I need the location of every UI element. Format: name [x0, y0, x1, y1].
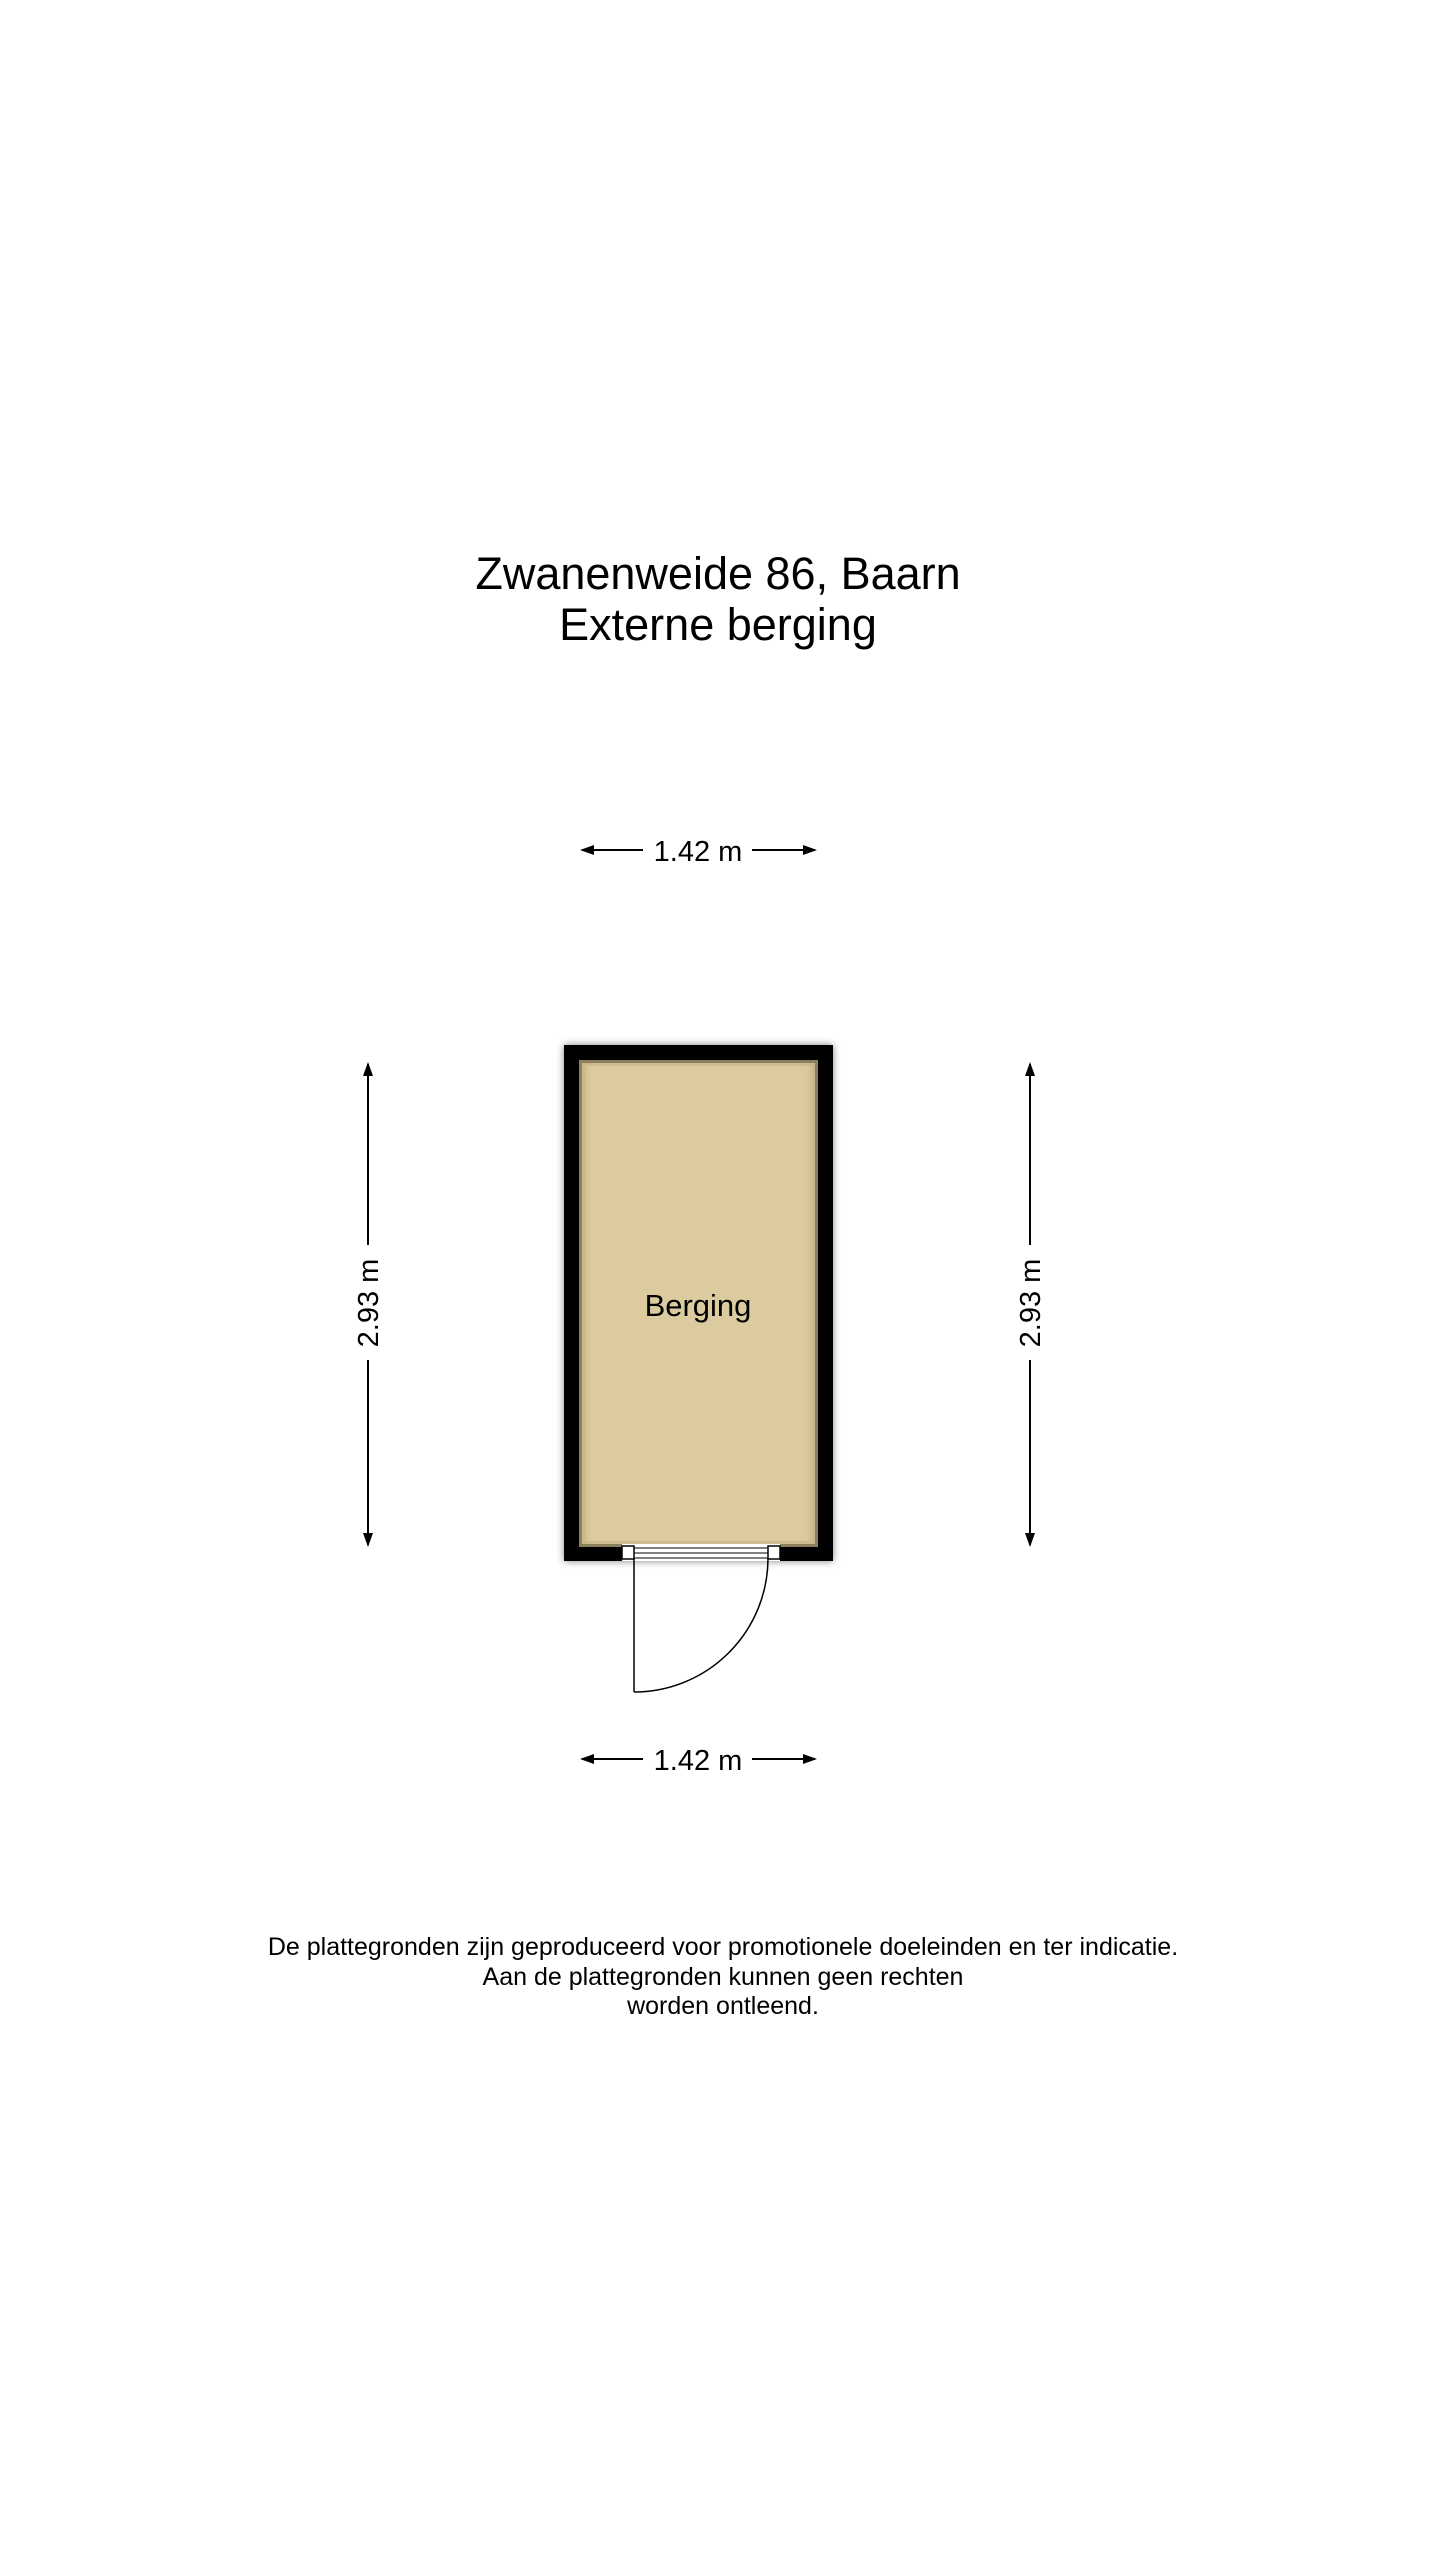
disclaimer [268, 1933, 1178, 2020]
subtitle: Externe berging [559, 599, 877, 650]
disclaimer-line-1: De plattegronden zijn geproduceerd voor promotionele doeleinden en ter indicatie. [267, 1933, 1179, 1961]
disclaimer-line-3: worden ontleend. [627, 1992, 819, 2020]
address-title: Zwanenweide 86, Baarn [475, 548, 961, 599]
door-jamb-left [622, 1546, 634, 1559]
bottom-width-label: 1.42 m [653, 1745, 743, 1777]
room-label: Berging [644, 1288, 752, 1323]
top-width-dimension [582, 836, 815, 868]
top-width-label: 1.42 m [653, 836, 743, 868]
right-depth-label: 2.93 m [1015, 1258, 1047, 1348]
disclaimer-line-2: Aan de plattegronden kunnen geen rechten [482, 1963, 964, 1991]
right-depth-dimension [1015, 1064, 1047, 1545]
left-depth-label: 2.93 m [353, 1258, 385, 1348]
bottom-width-dimension [582, 1745, 815, 1777]
left-depth-dimension [353, 1064, 385, 1545]
door-jamb-right [768, 1546, 780, 1559]
door-swing-arc [634, 1559, 768, 1692]
door [622, 1544, 780, 1692]
room-berging [564, 1045, 833, 1561]
